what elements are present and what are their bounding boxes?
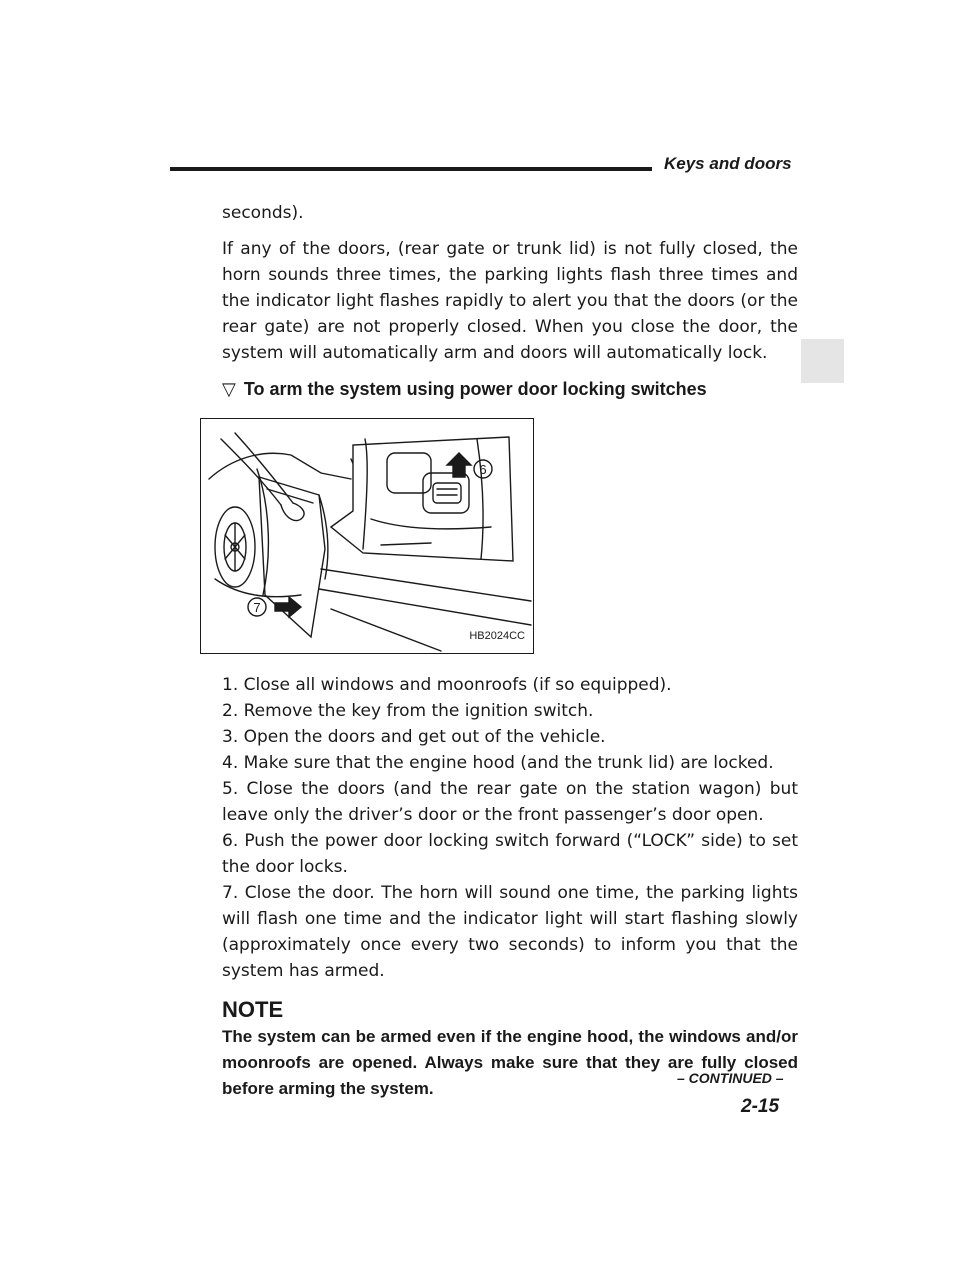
body-paragraph: If any of the doors, (rear gate or trunk lid) is not fully closed, the horn sounds three times, the parking lights flash three times and the indicator light flashes rapidly to alert you that the doors (or the rear gate) are not properly closed. When you close the door, the system will automatically arm and doors will automatically lock. xyxy=(222,239,798,363)
intro-fragment: seconds). xyxy=(222,203,304,223)
subheading xyxy=(222,376,798,402)
section-tab-marker xyxy=(801,339,844,383)
figure-code: HB2024CC xyxy=(469,630,525,642)
callout-7: 7 xyxy=(253,600,261,615)
list-item: 4. Make sure that the engine hood (and the trunk lid) are locked. xyxy=(222,753,774,773)
car-door-drawing xyxy=(201,419,533,653)
header-rule xyxy=(170,167,652,171)
steps-list xyxy=(222,672,798,984)
list-item: 3. Open the doors and get out of the vehicle. xyxy=(222,727,606,747)
continued-label: – CONTINUED – xyxy=(677,1070,784,1086)
list-item: 6. Push the power door locking switch forward (“LOCK” side) to set the door locks. xyxy=(222,831,798,877)
section-title: Keys and doors xyxy=(664,154,792,173)
callout-6: 6 xyxy=(479,462,487,477)
door-lock-illustration xyxy=(200,418,534,654)
list-item: 7. Close the door. The horn will sound one time, the parking lights will flash one time and the indicator light will start flashing slowly (approximately once every two seconds) to inform you that the system has armed. xyxy=(222,883,798,981)
note-heading: NOTE xyxy=(222,997,284,1022)
list-item: 2. Remove the key from the ignition switch. xyxy=(222,701,594,721)
triangle-icon: ▽ xyxy=(222,379,236,399)
list-item: 5. Close the doors (and the rear gate on the station wagon) but leave only the driver’s door or the front passenger’s door open. xyxy=(222,779,798,825)
list-item: 1. Close all windows and moonroofs (if so equipped). xyxy=(222,675,672,695)
page-content xyxy=(222,200,798,1102)
note-text: The system can be armed even if the engine hood, the windows and/or moonroofs are opened. Always make sure that they are fully closed before arming the system. xyxy=(222,1027,798,1098)
subheading-text: To arm the system using power door locking switches xyxy=(243,379,707,399)
page-number: 2-15 xyxy=(741,1096,780,1117)
